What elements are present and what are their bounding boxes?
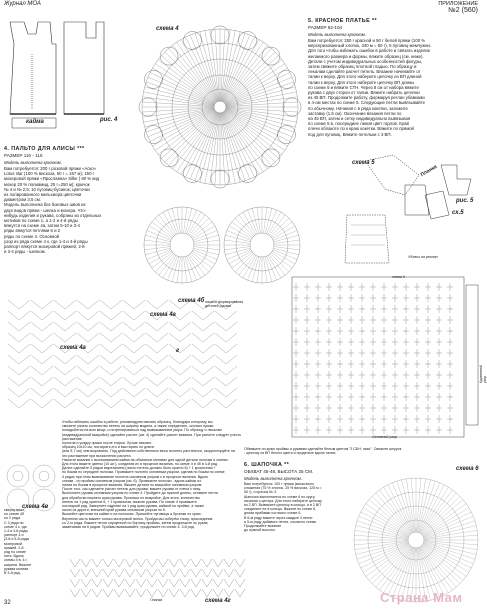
article4-model: Модель выполнена крючком. xyxy=(4,160,62,165)
article5-size: РАЗМЕР 92-104 xyxy=(308,25,343,30)
scheme5-lace-panel xyxy=(290,275,480,445)
article6-heading: 6. ШАПОЧКА ** xyxy=(244,462,290,468)
article6-body: Вам потребуется: 100 г пряжи (вискозного сложения (75 % хлопок, 25 % вискоза, 125 м = 50 г), и крючок № 3. Шапочка выполняется по схеме 6 по кругу, начиная с центра. Для этого наберите цепочку из 2 ВП. Вывяжите цепочку в кольцо, и в 2 ВП соедините ее в кольцо. Вяжите по схеме 6, делая прибавки согласно схеме 6. В 6-м ряду вяжите через каждые 4 петли и 5-м ряду добавьте петли, согласно схеме. Продолжайте вязание до нужной высоты. xyxy=(244,482,322,533)
article5-body: Вам потребуется: 250 г красной и 50 г белой пряжи (100 % мерсеризованный хлопок, 340 м = 50 г), 5 пуговиц-жемчужин. Для того чтобы избежать ошибок в работе и связать изделие желаемого размера и формы, вяжите образец (см. ниже). Детали с учетом индивидуальных особенностей фигуры, затем свяжите образец плотной гладью. По образцу и лекалам сделайте расчет петель. Вязание начинайте от талии к верху. Для этого наберите цепочку из ВП длиной талии к верху, Для этого наберите цепочку ВП длины по схеме 5 и вяжите СТН. Через 8 см от набора вяжите рукава с двух сторон от талии. Вяжите набрать цепочки из 45 ВП. Продолжите работу, формируя реглан убавками в 4-ом местах по схеме 5. Следующие петли вывязывайте по обычному. Начиная с 6 ряда кокетки, заложите заставку (1,5 см). Окончание вязания петли по на 45 ВП, затем и сетку индивидуально вывязывая по схеме 5 в, посередине линия цвет горлов. Край плечи облакоте по к краю кокетки. Вяжите по прямой под для пуговиц. Вяжите петельки с 3 ВП. xyxy=(308,38,432,137)
g-label: г xyxy=(176,348,180,354)
lace-chart-diagram xyxy=(4,292,244,412)
scheme4g-label: схема 4г xyxy=(205,598,231,604)
watermark: Страна Мам xyxy=(380,590,463,605)
bottom-text: Чтобы избежать ошибок в работе, рекомендуем связать образец, благодаря которому, вы сможете узнать количество петель на ширину модели, а также определить, сколько пряжи понадобится на всю вещь, и потренироваться над вывязыванием узора. По образцу и лекалам (индивидуальной выкройке) сделайте расчет (см. 4) сделайте расчет вязания. При расчете следует учесть растяжение полотна и усадку пряжи после стирки. Лучше связать образец 10х10 см, постирать его и выстирать по длине (или 5-7 см) чем выровнять. Под действием собственного веса полотно растянется, скорректируйте на это растяжение при вычислении расчета. Начните вязание с вытачиванием кайма на обьемных мотивах для одной детали полочки и спинки. Для этого вяжите цветок (10 шт.), соединив их в процессе вязания, по схеме 4 и 4б в 4-й ряд. Далее сделайте 5 рядов вырезанием (число петель должно быть кратно 6) + 1 кромочная + по бокам по середине полочки. Провяжите полотно основным узором, сделав по бокам по схеме 4 рядах при этом вывязывание полотна основным узором с в процессе вязания. Вдоль спинки - по проймы основным узором (см. 6). Провяжите полочки - вдоль каймы из линии по бокам в процессе вязания. Вяжите детали по выкройке основным узором. После того, как сделаете расчет петель для рукава, вяжите рукава от плеча к низу. Выполните рукава основным узором по схеме 4. Пройдите до нужной длины, оставьте петли для обработки нижнего края рукава. Пропиши по выкройке. Для этого, количество петель на 1 ряд кратное 6, + 1 кромочная, вяжите рукава. По схеме 4 провяжите последний ряд. Заверните изделие на 1 ряд края рукава, каймой по пройме, а также около из дороги, внешний край рукава основным узором по 5. Вышейте цветочки на кайме и на полочках. Пришейте пуговицы и бусинки по краю. Верхнюю часть вяжите только мохеровой нитью. Пройдя мы соберём снизу, присоединив со 2-го ряда. Вяжите петли спущенной по бортику проймы, затем продолжите по рукав, заканчивая на 6 рядов. Проймы вывязывайте, продолжите по схеме 4. 3-й ряд. xyxy=(62,420,242,530)
section-label: ПРИЛОЖЕНИЕ xyxy=(438,1,478,7)
scheme4v-label: схема 4в xyxy=(22,504,49,510)
scheme4a-left-label: схема 4а xyxy=(60,345,86,351)
lace-rib-label: Кружевной узор xyxy=(478,365,487,384)
magazine-title: Журнал МОА xyxy=(4,1,41,7)
article6-size: ОБХВАТ 45-48, ВЫСОТА 25 СМ. xyxy=(244,469,314,474)
scheme5-right-label: схема 5 xyxy=(352,160,375,166)
scheme6-label: схема 6 xyxy=(456,466,479,472)
scheme4b-label: схема 4б xyxy=(178,298,205,304)
scheme6-hat-diagram xyxy=(350,470,482,608)
left-column-text: сверху вниз, по схеме 4б по 2 ряда. С 3 ряда по схеме 4 к, где 1-4 и 4-й ряды раппорт 4 и (3-й и 5-й ряды мохеровой пряжей. 2-й ряд по схеме нить. Вдоль схемы 4 в, 4 г, ширина. Вяжите рукава мотива В 3-й ряд. xyxy=(4,508,32,576)
article4-body: Вам потребуется: 200 г розовой пряжи «Аско» Lotus star (100 % вискоза, 50 г = 157 м); 150 г мохеровой пряжи «Ярославна» Silke ( 80 % кид мохер 20 % полиамид, 25 г=250 м); крючок № 4 и № 2,5; 10 пуговиц-бусинок; цветочки из полированного мельхиора цветочки диаметром 3,5 см. Модель выполнена без боковых швов из двух видов пряжи - шелка и мохера. Что- нибудь изделия и рукава, собраны из отдельных мотивов по схеме 1, а 1-2 и 4-й ряды вяжутся на схеме 4а, затем 5-10 и 3-4 ряды вяжутся петлями 6 и 2 ряды по схеме 4. Основной узор из ряда схеме 4 к, где 1-4 и 4-й ряды раппорт вяжутся мохеровой пряжей, 2-й и 3-4 ряды - шелком. xyxy=(4,166,102,255)
sleeve-start-label: начало формирования деталей рукава xyxy=(205,300,244,309)
crochet-flower-diagram xyxy=(135,12,305,202)
article4-size: РАЗМЕР 110 - 116 xyxy=(4,153,43,158)
article4-heading: 4. ПАЛЬТО ДЛЯ АЛИСЫ *** xyxy=(4,146,85,152)
fig5-label: рис. 5 xyxy=(456,198,474,204)
dress-pattern-diagram xyxy=(2,14,112,139)
scheme4-label: схема 4 xyxy=(156,26,179,32)
scheme5-top-label: схема 5 xyxy=(392,275,405,279)
middle-note: Обвяжите по краю проймы и рукавам сделайте белым цветом "3 СБН, пико". Свяжите шнурок - цепочку из ВП белого цвета и проденьте вдоль талии. xyxy=(244,447,402,456)
issue-info xyxy=(438,1,478,14)
page-number: 32 xyxy=(4,600,11,606)
article6-model: Модель выполнена крючком. xyxy=(244,476,302,481)
raglan-label: Убавки на реглан xyxy=(408,255,438,259)
planka-right-label: Планка xyxy=(419,163,439,179)
issue-number: №2 (560) xyxy=(448,7,478,14)
kaima-label: кайма xyxy=(26,119,44,125)
main-pattern-label: Основной узор xyxy=(372,435,397,439)
scheme4a-top-label: схема 4а xyxy=(150,312,176,318)
planka-bottom-label: Планка xyxy=(150,598,163,602)
fig4-label: рис. 4 xyxy=(100,117,118,123)
article5-heading: 5. КРАСНОЕ ПЛАТЬЕ ** xyxy=(308,18,377,24)
scheme5-small-label: сх.5 xyxy=(452,210,464,216)
article5-model: Модель выполнена крючком. xyxy=(308,32,366,37)
